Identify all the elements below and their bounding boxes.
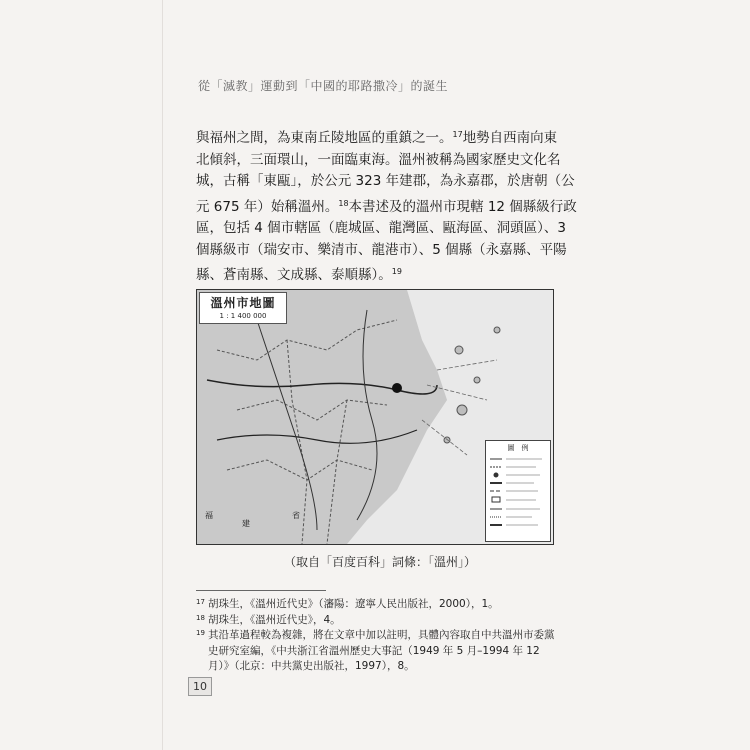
body-line: 與福州之間，為東南丘陵地區的重鎮之一。$^{17}$地勢自西南向東 [196, 130, 558, 146]
body-line: 元 675 年）始稱溫州。$^{18}$本書述及的溫州市現轄 12 個縣級行政 [196, 198, 577, 215]
footnote-item [196, 597, 556, 613]
map-label-fujian: 建 [242, 519, 250, 528]
footnote-ref-17[interactable]: 17 [452, 130, 463, 139]
footnote-text: 其沿革過程較為複雜，將在文章中加以註明，具體內容取自中共溫州市委黨史研究室編，《中共浙江省溫州歷史大事記（1949 年 5 月–1994 年 12 月）》（北京：中共黨史出版社，1997），8。 [208, 629, 555, 672]
body-line: 縣、蒼南縣、文成縣、泰順縣）。$^{19}$ [196, 267, 402, 283]
map-label-fujian: 福 [205, 511, 213, 520]
body-paragraph [196, 124, 577, 287]
map-title: 溫州市地圖 [210, 296, 276, 310]
legend-title: 圖 例 [507, 444, 529, 452]
map-title-box [199, 292, 287, 324]
figure-caption: （取自「百度百科」詞條：「溫州」） [283, 555, 476, 569]
footnote-divider [196, 590, 326, 591]
footnote-item [196, 613, 556, 629]
map-legend [485, 440, 551, 542]
running-head: 從「滅教」運動到「中國的耶路撒冷」的誕生 [198, 79, 449, 93]
legend-symbols [486, 453, 548, 533]
wenzhou-map-figure [196, 289, 554, 545]
footnote-number: 18 [196, 613, 205, 622]
body-line: 區，包括 4 個市轄區（鹿城區、龍灣區、甌海區、洞頭區）、3 [196, 220, 567, 236]
footnotes [196, 597, 556, 675]
body-line: 北傾斜，三面環山，一面臨東海。溫州被稱為國家歷史文化名 [196, 151, 561, 168]
body-line: 個縣級市（瑞安市、樂清市、龍港市）、5 個縣（永嘉縣、平陽 [196, 241, 567, 258]
body-line: 城，古稱「東甌」，於公元 323 年建郡，為永嘉郡，於唐朝（公 [196, 173, 575, 189]
map-scale: 1 : 1 400 000 [219, 312, 267, 320]
footnote-ref-18[interactable]: 18 [338, 198, 349, 208]
page-number: 10 [188, 677, 212, 696]
footnote-item [196, 628, 556, 675]
footnote-text: 胡珠生，《溫州近代史》（瀋陽：遼寧人民出版社，2000），1。 [208, 598, 499, 610]
footnote-number: 17 [196, 598, 205, 606]
map-label-fujian: 省 [292, 511, 300, 520]
footnote-number: 19 [196, 629, 205, 637]
footnote-ref-19[interactable]: 19 [391, 267, 402, 276]
footnote-text: 胡珠生，《溫州近代史》，4。 [208, 613, 341, 626]
page-gutter [162, 0, 163, 750]
